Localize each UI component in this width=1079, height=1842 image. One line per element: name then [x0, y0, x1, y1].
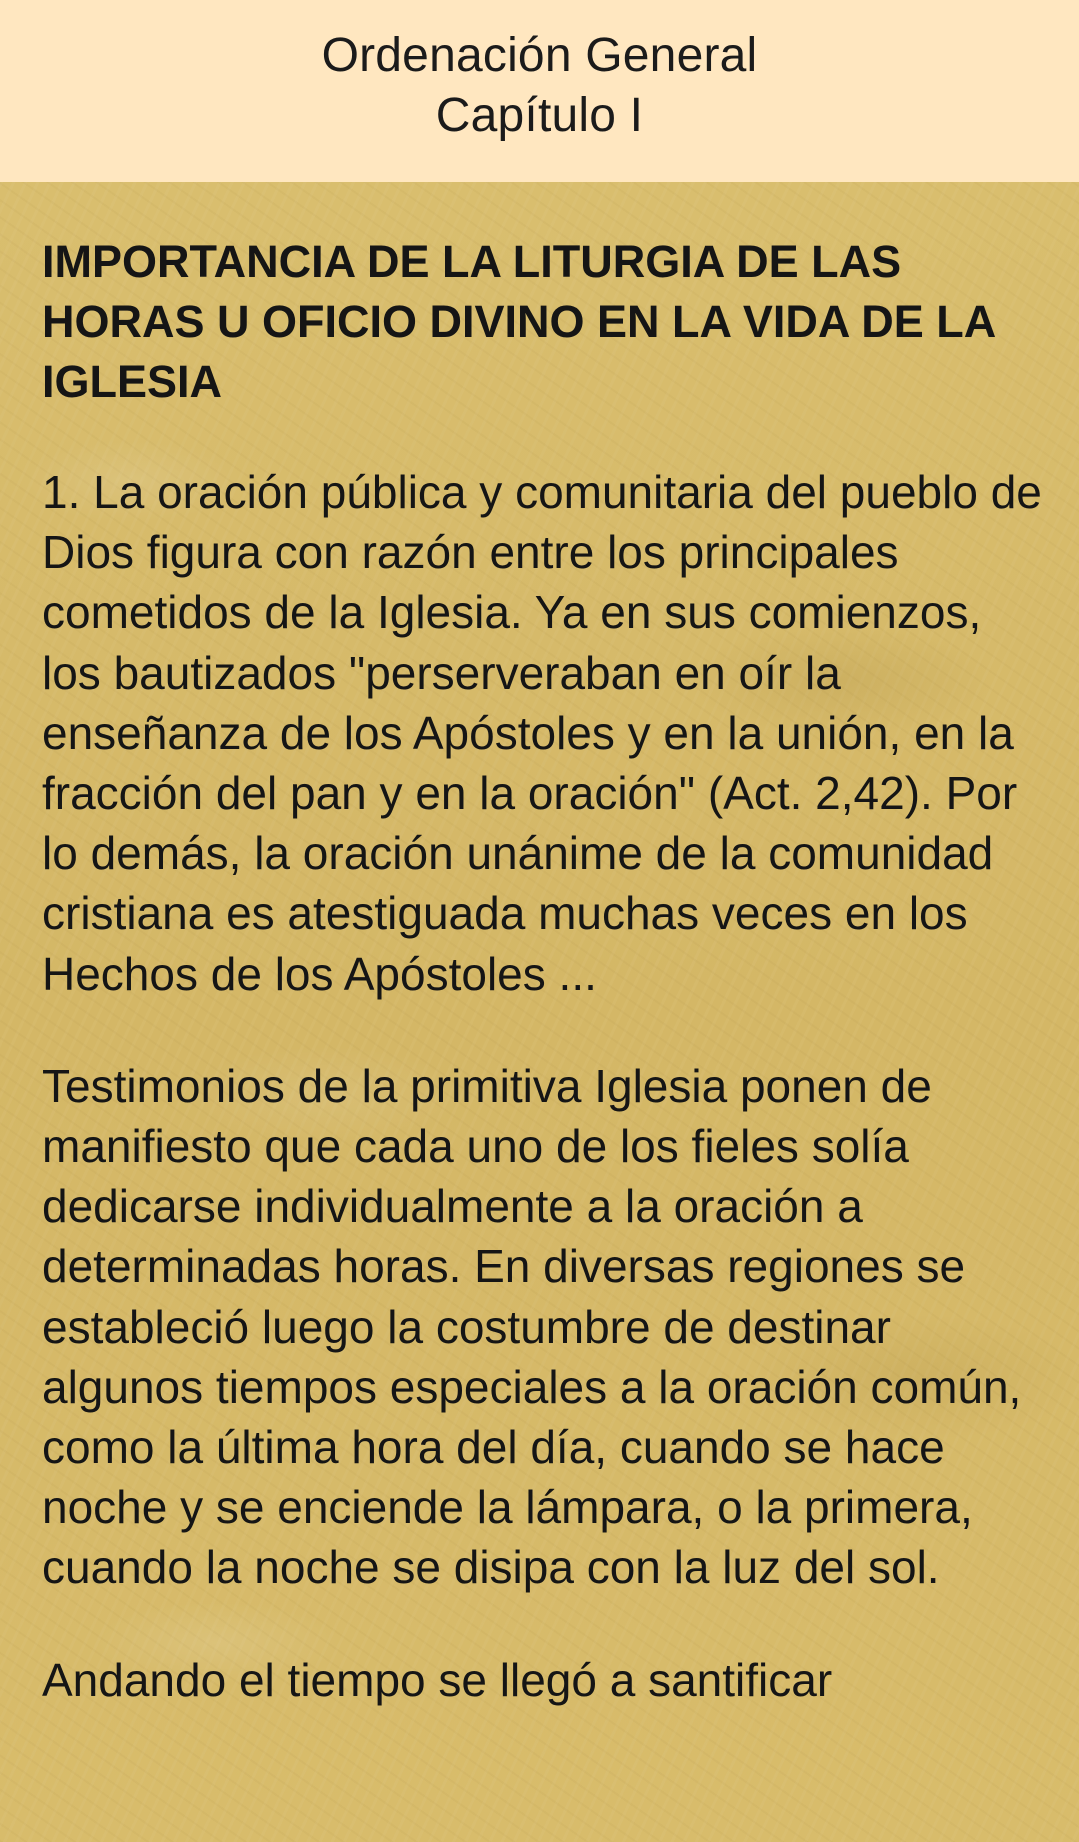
- document-body: [42, 232, 1042, 1710]
- header-subtitle: Capítulo I: [435, 89, 644, 142]
- header-title: Ordenación General: [321, 29, 758, 82]
- paragraph-2: Testimonios de la primitiva Iglesia ponen de manifiesto que cada uno de los fieles solía dedicarse individualmente a la oración a determinadas horas. En diversas regiones se estableció luego la costumbre de destinar algunos tiempos especiales a la oración común, como la última hora del día, cuando se hace noche y se enciende la lámpara, o la primera, cuando la noche se disipa con la luz del sol.: [42, 1059, 1022, 1594]
- paragraph-3: Andando el tiempo se llegó a santificar: [42, 1653, 833, 1706]
- paragraph-1: 1. La oración pública y comunitaria del pueblo de Dios figura con razón entre los principales cometidos de la Iglesia. Ya en sus comienzos, los bautizados "perserveraban en oír la enseñanza de los Apóstoles y en la unión, en la fracción del pan y en la oración" (Act. 2,42). Por lo demás, la oración unánime de la comunidad cristiana es atestiguada muchas veces en los Hechos de los Apóstoles ...: [42, 466, 1042, 1000]
- section-heading: IMPORTANCIA DE LA LITURGIA DE LAS HORAS U OFICIO DIVINO EN LA VIDA DE LA IGLESIA: [42, 236, 995, 407]
- app-header: [0, 0, 1079, 182]
- reading-pane[interactable]: [0, 182, 1079, 1842]
